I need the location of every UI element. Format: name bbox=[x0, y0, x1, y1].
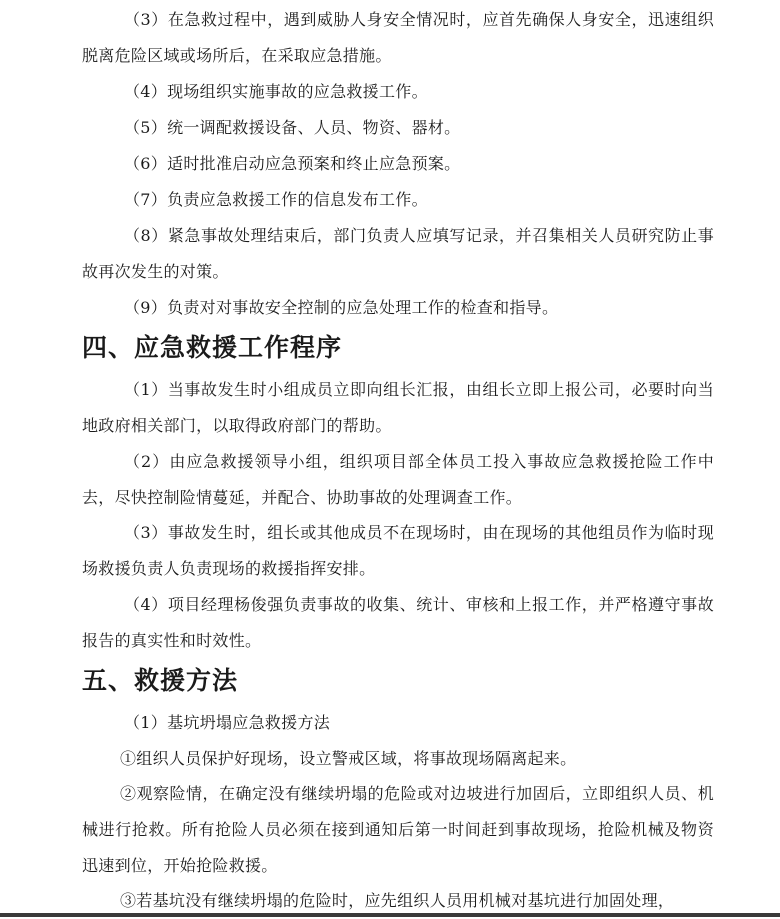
section-heading-4: 四、应急救援工作程序 bbox=[82, 333, 343, 362]
paragraph-c4: ③若基坑没有继续坍塌的危险时，应先组织人员用机械对基坑进行加固处理， bbox=[120, 891, 675, 910]
paragraph-c2: ①组织人员保护好现场，设立警戒区域，将事故现场隔离起来。 bbox=[120, 749, 577, 768]
section-heading-5: 五、救援方法 bbox=[82, 666, 239, 695]
paragraph-a9: （9）负责对对事故安全控制的应急处理工作的检查和指导。 bbox=[124, 298, 559, 317]
page-bottom-divider bbox=[0, 913, 780, 917]
paragraph-a7: （7）负责应急救援工作的信息发布工作。 bbox=[124, 190, 428, 209]
paragraph-a4: （4）现场组织实施事故的应急救援工作。 bbox=[124, 82, 428, 101]
paragraph-c3: ②观察险情，在确定没有继续坍塌的危险或对边坡进行加固后，立即组织人员、机械进行抢救。所有抢险人员必须在接到通知后第一时间赶到事故现场，抢险机械及物资迅速到位，开始抢险救援。 bbox=[82, 784, 714, 875]
paragraph-a3: （3）在急救过程中，遇到威胁人身安全情况时，应首先确保人身安全，迅速组织脱离危险区域或场所后，在采取应急措施。 bbox=[82, 10, 714, 65]
paragraph-b1: （1）当事故发生时小组成员立即向组长汇报，由组长立即上报公司，必要时向当地政府相关部门，以取得政府部门的帮助。 bbox=[82, 380, 714, 435]
paragraph-a5: （5）统一调配救援设备、人员、物资、器材。 bbox=[124, 118, 461, 137]
paragraph-a8: （8）紧急事故处理结束后，部门负责人应填写记录，并召集相关人员研究防止事故再次发生的对策。 bbox=[82, 226, 714, 281]
paragraph-b3: （3）事故发生时，组长或其他成员不在现场时，由在现场的其他组员作为临时现场救援负责人负责现场的救援指挥安排。 bbox=[82, 523, 714, 578]
paragraph-a6: （6）适时批准启动应急预案和终止应急预案。 bbox=[124, 154, 461, 173]
paragraph-c1: （1）基坑坍塌应急救援方法 bbox=[124, 713, 331, 732]
paragraph-b2: （2）由应急救援领导小组，组织项目部全体员工投入事故应急救援抢险工作中去，尽快控制险情蔓延，并配合、协助事故的处理调查工作。 bbox=[82, 452, 714, 507]
paragraph-b4: （4）项目经理杨俊强负责事故的收集、统计、审核和上报工作，并严格遵守事故报告的真实性和时效性。 bbox=[82, 595, 714, 650]
